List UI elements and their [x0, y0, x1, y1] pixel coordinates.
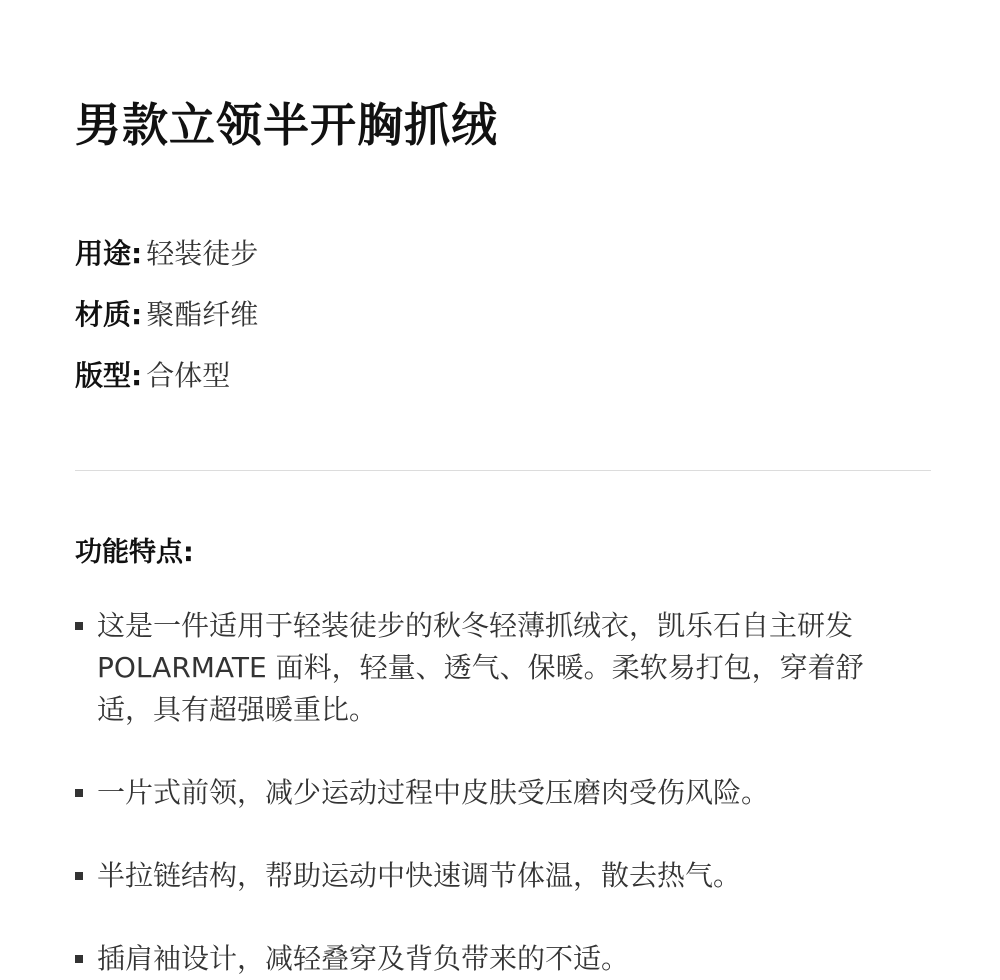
spec-value: 聚酯纤维: [146, 298, 259, 331]
spec-value: 轻装徒步: [146, 237, 259, 270]
spec-row-usage: [75, 234, 258, 295]
feature-item: [75, 855, 931, 897]
spec-colon: :: [131, 237, 143, 270]
spec-value: 合体型: [146, 359, 231, 392]
spec-list: [75, 234, 258, 417]
spec-row-fit: [75, 356, 258, 417]
feature-text: 一片式前领，减少运动过程中皮肤受压磨肉受伤风险。: [97, 776, 770, 809]
product-title: 男款立领半开胸抓绒: [75, 98, 498, 152]
features-heading: 功能特点:: [75, 537, 194, 568]
spec-label: 材质: [75, 298, 132, 331]
section-divider: [75, 470, 931, 471]
feature-item: [75, 605, 931, 731]
spec-colon: :: [131, 298, 143, 331]
square-bullet-icon: [75, 872, 83, 880]
spec-colon: :: [131, 359, 143, 392]
spec-label: 版型: [75, 359, 132, 392]
feature-text: 这是一件适用于轻装徒步的秋冬轻薄抓绒衣，凯乐石自主研发POLARMATE 面料，轻量、透气、保暖。柔软易打包，穿着舒适，具有超强暖重比。: [97, 609, 864, 726]
square-bullet-icon: [75, 955, 83, 963]
square-bullet-icon: [75, 622, 83, 630]
feature-item: [75, 772, 931, 814]
feature-text: 插肩袖设计，减轻叠穿及背负带来的不适。: [97, 942, 630, 975]
feature-text: 半拉链结构，帮助运动中快速调节体温，散去热气。: [97, 859, 742, 892]
square-bullet-icon: [75, 789, 83, 797]
feature-list: [75, 605, 931, 980]
spec-label: 用途: [75, 237, 132, 270]
spec-row-material: [75, 295, 258, 356]
feature-item: [75, 938, 931, 980]
